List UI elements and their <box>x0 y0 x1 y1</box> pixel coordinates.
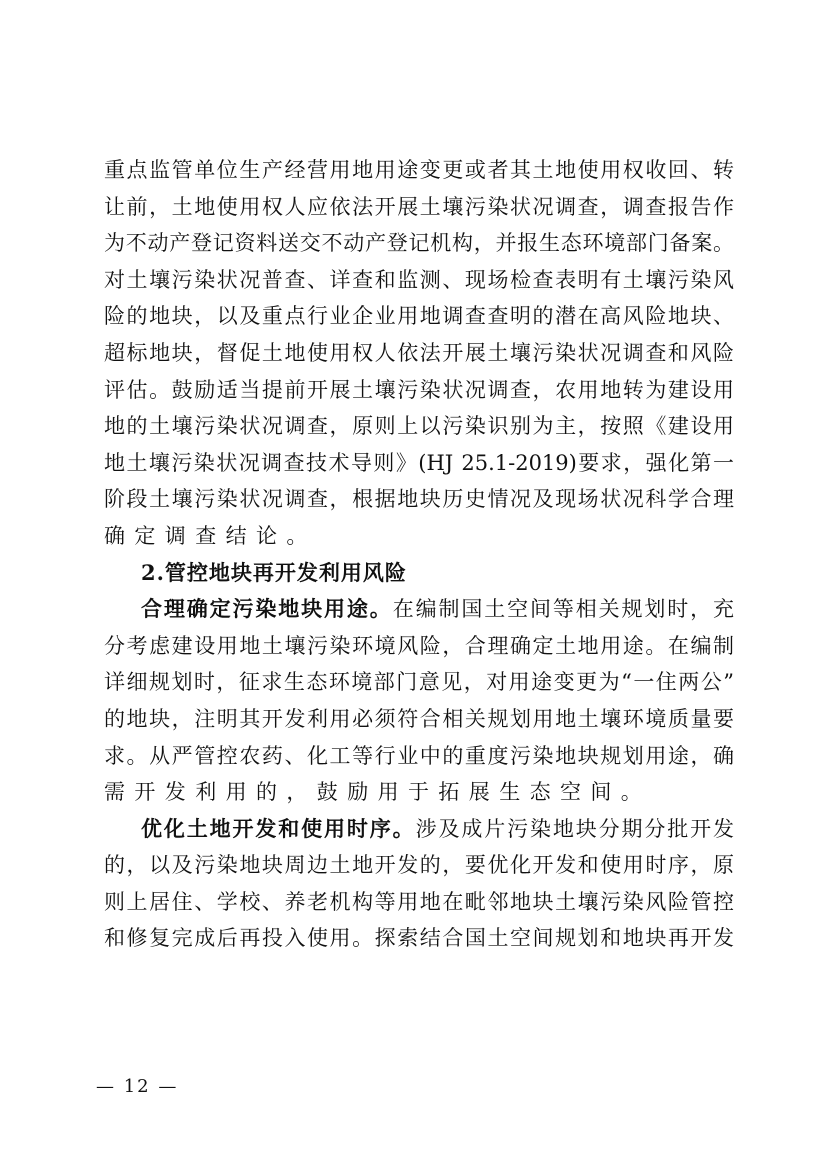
document-body <box>104 152 734 957</box>
line-text: 评估。鼓励适当提前开展土壤污染状况调查，农用地转为建设用 <box>104 377 734 402</box>
line-text: 重点监管单位生产经营用地用途变更或者其土地使用权收回、转 <box>104 158 734 182</box>
text-line <box>104 372 734 409</box>
bold-lead: 合理确定污染地块用途。 <box>141 596 393 622</box>
text-line <box>104 591 734 628</box>
line-text: 阶段土壤污染状况调查，根据地块历史情况及现场状况科学合理 <box>104 487 734 512</box>
line-text: 详细规划时，征求生态环境部门意见，对用途变更为“一住两公” <box>104 670 734 695</box>
text-line <box>104 189 734 226</box>
text-line <box>104 518 734 555</box>
text-line <box>104 335 734 372</box>
text-line <box>104 664 734 701</box>
line-text: 分考虑建设用地土壤污染环境风险，合理确定土地用途。在编制 <box>104 633 734 658</box>
text-line <box>104 847 734 884</box>
line-text: 2.管控地块再开发利用风险 <box>141 559 407 585</box>
text-line <box>104 445 734 482</box>
line-text: 对土壤污染状况普查、详查和监测、现场检查表明有土壤污染风 <box>104 267 734 292</box>
line-text: 则上居住、学校、养老机构等用地在毗邻地块土壤污染风险管控 <box>104 889 734 914</box>
text-line <box>104 481 734 518</box>
text-line <box>104 262 734 299</box>
line-text: 地土壤污染状况调查技术导则》(HJ 25.1-2019)要求，强化第一 <box>104 450 734 475</box>
line-text: 涉及成片污染地块分期分批开发 <box>415 816 735 841</box>
line-text: 确定调查结论。 <box>104 523 317 548</box>
line-text: 超标地块，督促土地使用权人依法开展土壤污染状况调查和风险 <box>104 340 734 365</box>
text-line <box>104 738 734 775</box>
text-line <box>104 884 734 921</box>
line-text: 让前，土地使用权人应依法开展土壤污染状况调查，调查报告作 <box>104 194 734 219</box>
text-line <box>104 408 734 445</box>
text-line <box>104 152 734 189</box>
line-text: 的，以及污染地块周边土地开发的，要优化开发和使用时序，原 <box>104 853 734 878</box>
text-line <box>104 920 734 957</box>
line-text: 需开发利用的，鼓励用于拓展生态空间。 <box>104 780 652 805</box>
text-line <box>104 811 734 848</box>
line-text: 和修复完成后再投入使用。探索结合国土空间规划和地块再开发 <box>104 926 734 951</box>
text-line <box>104 701 734 738</box>
line-text: 地的土壤污染状况调查，原则上以污染识别为主，按照《建设用 <box>104 414 734 439</box>
text-line <box>104 774 734 811</box>
line-text: 在编制国土空间等相关规划时，充 <box>392 597 735 622</box>
line-text: 为不动产登记资料送交不动产登记机构，并报生态环境部门备案。 <box>104 231 734 256</box>
text-line <box>104 628 734 665</box>
line-text: 险的地块，以及重点行业企业用地调查查明的潜在高风险地块、 <box>104 304 734 329</box>
section-heading <box>104 555 734 592</box>
line-text: 的地块，注明其开发利用必须符合相关规划用地土壤环境质量要 <box>104 706 734 731</box>
text-line <box>104 298 734 335</box>
text-line <box>104 225 734 262</box>
line-text: 求。从严管控农药、化工等行业中的重度污染地块规划用途，确 <box>104 743 734 768</box>
page-number: — 12 — <box>96 1076 179 1097</box>
bold-lead: 优化土地开发和使用时序。 <box>141 815 416 841</box>
